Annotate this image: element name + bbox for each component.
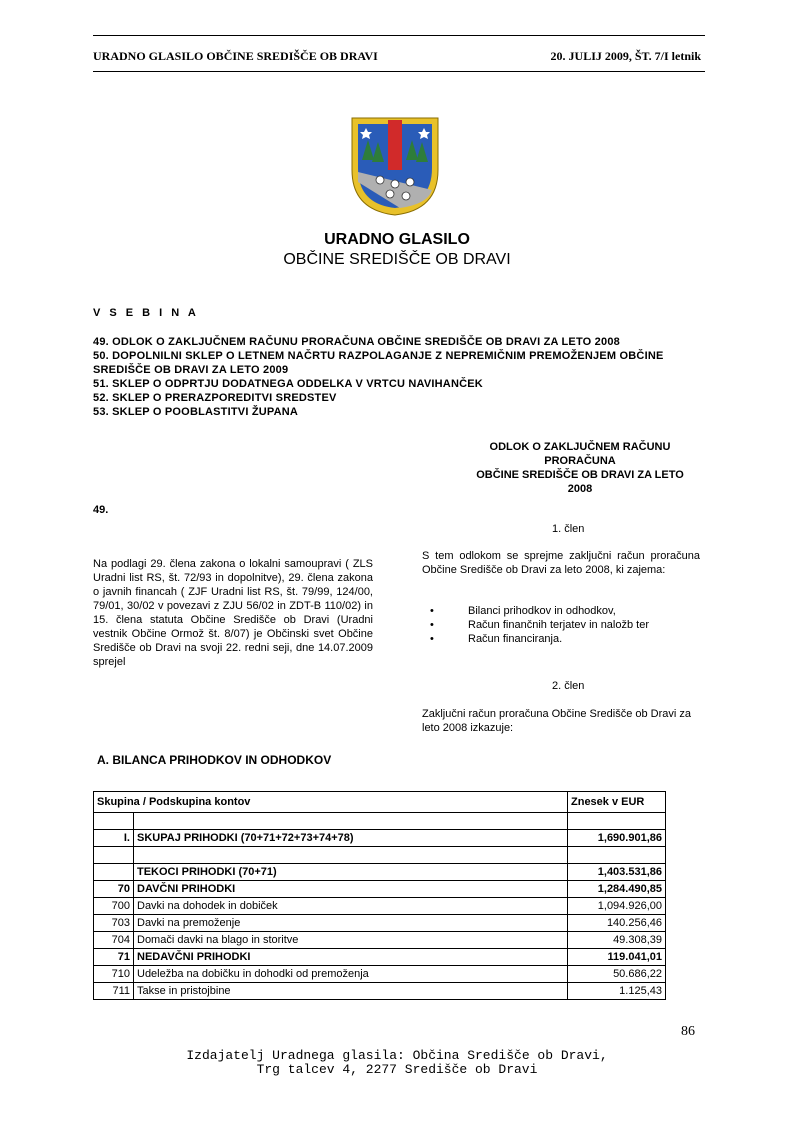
list-item: • Bilanci prihodkov in odhodkov, (430, 604, 649, 618)
article-1-list (430, 604, 649, 646)
row-label-cell: SKUPAJ PRIHODKI (70+71+72+73+74+78) (134, 830, 568, 847)
row-label-cell: DAVČNI PRIHODKI (134, 881, 568, 898)
row-amount-cell (568, 813, 666, 830)
document-title (0, 230, 794, 270)
row-amount-cell: 119.041,01 (568, 949, 666, 966)
row-label-cell: Domači davki na blago in storitve (134, 932, 568, 949)
decree-title-line: 2008 (567, 483, 593, 495)
decree-title-line: PRORAČUNA (544, 455, 616, 467)
row-code-cell (94, 847, 134, 864)
row-code-cell: 703 (94, 915, 134, 932)
table-row (94, 898, 666, 915)
row-amount-cell: 1.125,43 (568, 983, 666, 1000)
row-code-cell (94, 864, 134, 881)
page-number: 86 (681, 1024, 695, 1039)
table-row (94, 932, 666, 949)
row-code-cell: 70 (94, 881, 134, 898)
row-label-cell (134, 847, 568, 864)
row-code-cell: 700 (94, 898, 134, 915)
article-1-text: S tem odlokom se sprejme zaključni račun proračuna Občine Središče ob Dravi za leto 2008, ki zajema: (422, 550, 700, 576)
header-rule-bottom (93, 71, 705, 72)
title-line-1: URADNO GLASILO (324, 231, 470, 248)
table-of-contents (93, 335, 713, 419)
row-label-cell: NEDAVČNI PRIHODKI (134, 949, 568, 966)
table-row (94, 847, 666, 864)
decree-title-line: ODLOK O ZAKLJUČNEM RAČUNU (489, 441, 671, 453)
toc-item: 51. SKLEP O ODPRTJU DODATNEGA ODDELKA V VRTCU NAVIHANČEK (93, 378, 483, 390)
row-amount-cell: 50.686,22 (568, 966, 666, 983)
header-rule-top (93, 35, 705, 36)
article-2-heading: 2. člen (552, 680, 585, 692)
row-label-cell: Udeležba na dobičku in dohodki od premoženja (134, 966, 568, 983)
coat-of-arms-icon (340, 110, 450, 220)
row-code-cell: 711 (94, 983, 134, 1000)
table-row (94, 915, 666, 932)
toc-item: 53. SKLEP O POOBLASTITVI ŽUPANA (93, 406, 299, 418)
table-row (94, 949, 666, 966)
table-row (94, 983, 666, 1000)
publisher-footer (0, 1049, 794, 1077)
balance-heading: A. BILANCA PRIHODKOV IN ODHODKOV (97, 753, 332, 767)
row-code-cell: 71 (94, 949, 134, 966)
balance-table (93, 791, 666, 1000)
decree-title-line: OBČINE SREDIŠČE OB DRAVI ZA LETO (476, 469, 684, 481)
toc-item: SREDIŠČE OB DRAVI ZA LETO 2009 (93, 364, 289, 376)
row-label-cell: Takse in pristojbine (134, 983, 568, 1000)
row-amount-cell: 49.308,39 (568, 932, 666, 949)
header-issue-date: 20. JULIJ 2009, ŠT. 7/I letnik (550, 49, 701, 63)
list-item: • Račun financiranja. (430, 632, 649, 646)
column-header-amount: Znesek v EUR (568, 792, 666, 813)
legal-basis-paragraph: Na podlagi 29. člena zakona o lokalni samoupravi ( ZLS Uradni list RS, št. 72/93 in dopolnitve), 29. člena zakona o javnih financah ( ZJF Uradni list RS, št. 79/99, 124/00, 79/01, 30/02 v povezavi z ZJU 56/02 in ZDT-B 110/02) in 15. člena statuta Občine Središče ob Dravi (Uradni vestnik Občine Ormož št. 8/07) je Občinski svet Občine Središče ob Dravi na svoji 22. redni seji, dne 14.07.2009 sprejel (93, 558, 373, 668)
row-amount-cell: 1,094.926,00 (568, 898, 666, 915)
toc-item: 49. ODLOK O ZAKLJUČNEM RAČUNU PRORAČUNA OBČINE SREDIŠČE OB DRAVI ZA LETO 2008 (93, 336, 620, 348)
table-row (94, 966, 666, 983)
contents-heading: V S E B I N A (93, 307, 199, 319)
row-amount-cell (568, 847, 666, 864)
row-code-cell (94, 813, 134, 830)
toc-item: 52. SKLEP O PRERAZPOREDITVI SREDSTEV (93, 392, 337, 404)
decree-title (440, 440, 720, 496)
title-line-2: OBČINE SREDIŠČE OB DRAVI (283, 251, 511, 268)
header-publication-title: URADNO GLASILO OBČINE SREDIŠČE OB DRAVI (93, 49, 378, 63)
footer-line-1: Izdajatelj Uradnega glasila: Občina Središče ob Dravi, (186, 1048, 608, 1063)
row-label-cell: Davki na dohodek in dobiček (134, 898, 568, 915)
toc-item: 50. DOPOLNILNI SKLEP O LETNEM NAČRTU RAZPOLAGANJE Z NEPREMIČNIM PREMOŽENJEM OBČINE (93, 350, 664, 362)
table-row (94, 830, 666, 847)
table-row (94, 864, 666, 881)
row-label-cell: Davki na premoženje (134, 915, 568, 932)
column-header-group: Skupina / Podskupina kontov (94, 792, 568, 813)
row-code-cell: 710 (94, 966, 134, 983)
row-amount-cell: 1,690.901,86 (568, 830, 666, 847)
decree-number: 49. (93, 504, 109, 516)
list-item: • Račun finančnih terjatev in naložb ter (430, 618, 649, 632)
row-amount-cell: 1,403.531,86 (568, 864, 666, 881)
row-amount-cell: 1,284.490,85 (568, 881, 666, 898)
article-1-heading: 1. člen (552, 523, 585, 535)
table-row (94, 881, 666, 898)
table-row (94, 813, 666, 830)
footer-line-2: Trg talcev 4, 2277 Središče ob Dravi (256, 1062, 538, 1077)
row-code-cell: I. (94, 830, 134, 847)
row-label-cell: TEKOCI PRIHODKI (70+71) (134, 864, 568, 881)
row-code-cell: 704 (94, 932, 134, 949)
row-label-cell (134, 813, 568, 830)
article-2-text: Zaključni račun proračuna Občine Središče ob Dravi za leto 2008 izkazuje: (422, 708, 692, 734)
row-amount-cell: 140.256,46 (568, 915, 666, 932)
